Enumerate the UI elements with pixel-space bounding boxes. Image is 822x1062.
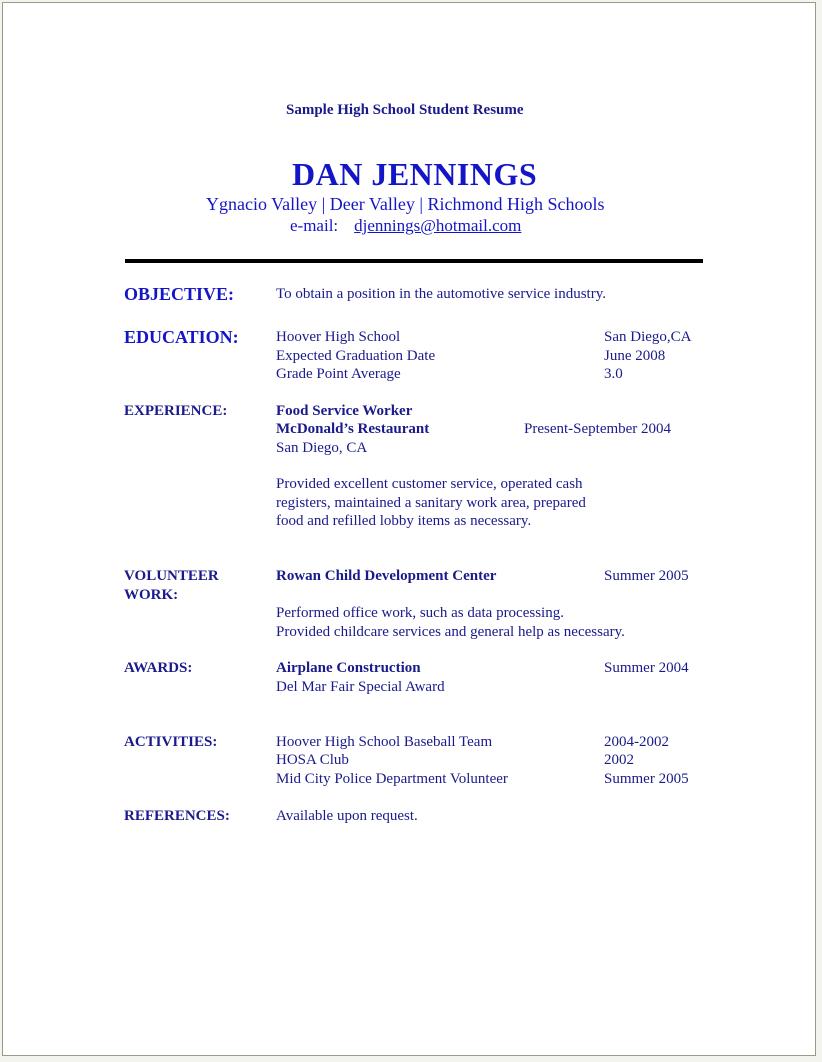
- education-row-label: Grade Point Average: [276, 366, 401, 382]
- document-page: [2, 2, 816, 1056]
- education-row-value: 3.0: [604, 366, 623, 382]
- experience-desc-line: Provided excellent customer service, operated cash: [276, 476, 583, 492]
- activity-value: Summer 2005: [604, 771, 689, 787]
- email-link[interactable]: djennings@hotmail.com: [354, 216, 522, 235]
- volunteer-desc-line: Performed office work, such as data processing.: [276, 605, 564, 621]
- candidate-name: DAN JENNINGS: [292, 156, 538, 192]
- award-date: Summer 2004: [604, 660, 689, 676]
- volunteer-date: Summer 2005: [604, 568, 689, 584]
- education-row-label: Hoover High School: [276, 329, 401, 345]
- activity-label: Mid City Police Department Volunteer: [276, 771, 508, 787]
- experience-desc-line: food and refilled lobby items as necessary.: [276, 513, 532, 529]
- objective-heading: OBJECTIVE:: [124, 284, 235, 304]
- volunteer-org: Rowan Child Development Center: [276, 568, 497, 584]
- objective-text: To obtain a position in the automotive service industry.: [276, 286, 606, 302]
- awards-heading: AWARDS:: [124, 660, 193, 676]
- references-text: Available upon request.: [276, 808, 418, 824]
- activity-label: Hoover High School Baseball Team: [276, 734, 493, 750]
- award-title: Airplane Construction: [276, 660, 421, 676]
- education-heading: EDUCATION:: [124, 327, 239, 347]
- education-row-value: June 2008: [604, 348, 666, 364]
- award-detail: Del Mar Fair Special Award: [276, 679, 445, 695]
- experience-desc-line: registers, maintained a sanitary work area, prepared: [276, 495, 586, 511]
- volunteer-heading-line1: VOLUNTEER: [124, 568, 219, 584]
- references-heading: REFERENCES:: [124, 808, 230, 824]
- experience-dates: Present-September 2004: [524, 421, 672, 437]
- volunteer-heading-line2: WORK:: [124, 587, 179, 603]
- schools-line: Ygnacio Valley | Deer Valley | Richmond High Schools: [206, 194, 605, 214]
- education-row-label: Expected Graduation Date: [276, 348, 436, 364]
- email-label: e-mail:: [290, 216, 339, 235]
- experience-company: McDonald’s Restaurant: [276, 421, 430, 437]
- activity-label: HOSA Club: [276, 752, 349, 768]
- email-line: [290, 216, 521, 236]
- education-row-value: San Diego,CA: [604, 329, 692, 345]
- activity-value: 2004-2002: [604, 734, 669, 750]
- experience-location: San Diego, CA: [276, 440, 368, 456]
- header-divider: [125, 259, 703, 263]
- document-subtitle: Sample High School Student Resume: [286, 102, 524, 118]
- experience-title: Food Service Worker: [276, 403, 413, 419]
- experience-heading: EXPERIENCE:: [124, 403, 228, 419]
- volunteer-desc-line: Provided childcare services and general help as necessary.: [276, 624, 625, 640]
- activity-value: 2002: [604, 752, 634, 768]
- activities-heading: ACTIVITIES:: [124, 734, 218, 750]
